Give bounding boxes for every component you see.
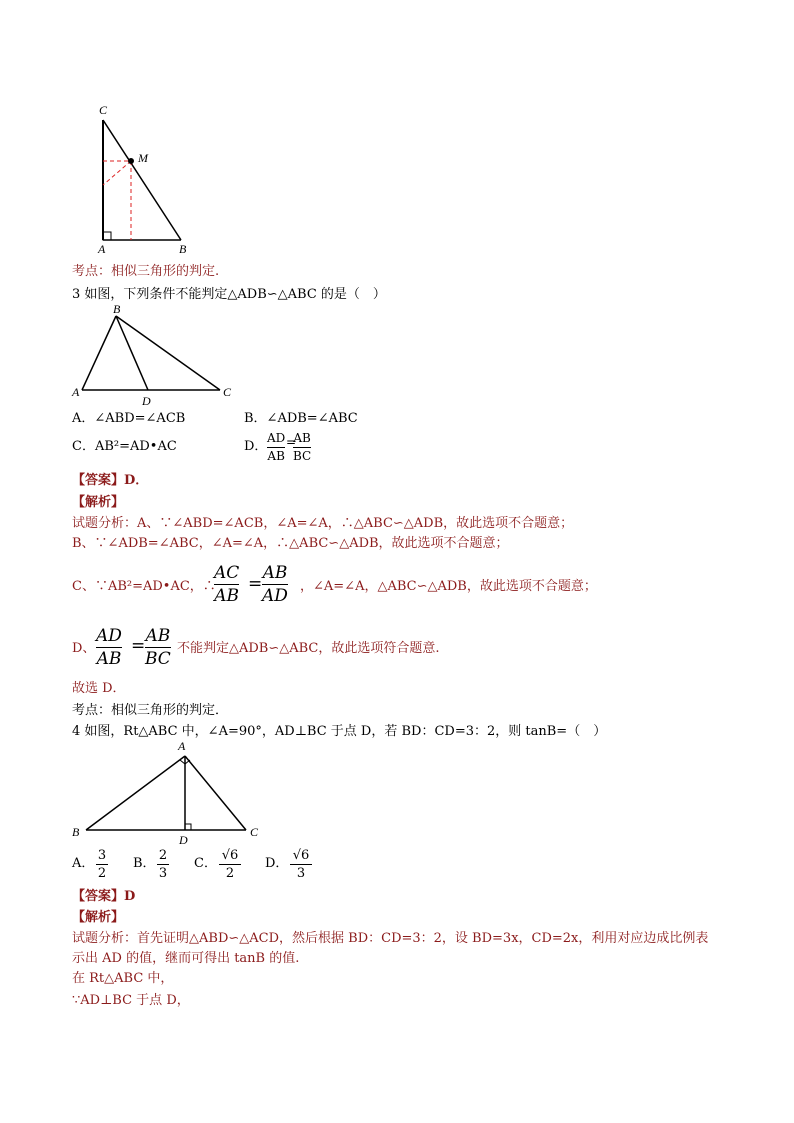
q4-option-c-frac: √6 2 bbox=[219, 848, 241, 881]
label-a: A bbox=[178, 739, 186, 753]
figure-q4-right-triangle bbox=[68, 738, 268, 846]
label-d: D bbox=[179, 833, 188, 846]
q3-option-d-frac1: AD AB bbox=[267, 431, 286, 463]
q3-analysis-line3-suffix: ，∠A=∠A，△ABC∽△ADB，故此选项不合题意； bbox=[300, 579, 597, 594]
kaodian-1: 考点：相似三角形的判定. bbox=[72, 264, 220, 279]
point-m bbox=[128, 158, 134, 164]
q3-analysis-line3-eq: = bbox=[248, 574, 263, 594]
q4-option-d-prefix: D． bbox=[265, 856, 289, 871]
q4-analysis-line2: 示出 AD 的值，继而可得出 tanB 的值. bbox=[72, 951, 300, 966]
q3-option-b: B．∠ADB=∠ABC bbox=[244, 411, 358, 426]
q3-kaodian: 考点：相似三角形的判定． bbox=[72, 703, 229, 718]
q4-analysis-line3: 在 Rt△ABC 中， bbox=[72, 971, 174, 986]
q4-option-d-frac: √6 3 bbox=[290, 848, 312, 881]
figure-right-triangle-cma bbox=[88, 100, 208, 260]
label-a: A bbox=[72, 385, 80, 399]
q4-option-c-prefix: C． bbox=[194, 856, 217, 871]
q3-analysis-line4-prefix: D、 bbox=[72, 641, 96, 656]
q4-answer: 【答案】D bbox=[72, 889, 136, 904]
q4-analysis-line1: 试题分析：首先证明△ABD∽△ACD，然后根据 BD：CD=3：2，设 BD=3x，CD=2x，利用对应边成比例表 bbox=[72, 931, 709, 946]
q4-option-b-prefix: B． bbox=[133, 856, 156, 871]
q3-analysis-line4-eq: = bbox=[131, 636, 146, 656]
q3-analysis-line2: B、∵∠ADB=∠ABC，∠A=∠A，∴△ABC∽△ADB，故此选项不合题意； bbox=[72, 536, 509, 551]
label-c: C bbox=[223, 385, 232, 399]
q4-option-a-prefix: A． bbox=[72, 856, 95, 871]
q3-option-a: A．∠ABD=∠ACB bbox=[72, 411, 186, 426]
q4-option-a-frac: 3 2 bbox=[97, 848, 107, 881]
q3-option-d-frac2: AB BC bbox=[293, 431, 312, 463]
label-b: B bbox=[72, 825, 80, 839]
q3-option-d-eq: = bbox=[286, 435, 297, 449]
q3-analysis-line3-frac1: AC AB bbox=[214, 563, 240, 606]
q3-option-c: C．AB²=AD•AC bbox=[72, 439, 177, 454]
q3-option-d-prefix: D． bbox=[244, 439, 268, 454]
q3-analysis-line1: 试题分析：A、∵∠ABD=∠ACB，∠A=∠A，∴△ABC∽△ADB，故此选项不合题意； bbox=[72, 516, 574, 531]
label-b: B bbox=[179, 242, 187, 256]
q3-analysis-line4-frac1: AD AB bbox=[96, 626, 122, 669]
label-m: M bbox=[138, 151, 148, 165]
label-c: C bbox=[99, 103, 108, 117]
q3-analysis-line3-prefix: C、∵AB²=AD•AC，∴ bbox=[72, 579, 216, 594]
label-a: A bbox=[98, 242, 106, 256]
q4-option-b-frac: 2 3 bbox=[158, 848, 168, 881]
figure-q3-triangle bbox=[68, 302, 248, 408]
q3-analysis-line3-frac2: AB AD bbox=[262, 563, 288, 606]
label-c: C bbox=[250, 825, 259, 839]
q4-analysis-line4: ∵AD⊥BC 于点 D， bbox=[72, 993, 190, 1008]
label-d: D bbox=[142, 394, 151, 408]
q3-analysis-line4-suffix: 不能判定△ADB∽△ABC，故此选项符合题意. bbox=[177, 641, 440, 656]
q3-analysis-head: 【解析】 bbox=[72, 495, 125, 510]
q4-stem: 4 如图，Rt△ABC 中，∠A=90°，AD⊥BC 于点 D，若 BD：CD=3：2，则 tanB=（ ） bbox=[72, 724, 607, 739]
q3-choose: 故选 D． bbox=[72, 681, 126, 696]
q4-analysis-head: 【解析】 bbox=[72, 910, 125, 925]
q3-analysis-line4-frac2: AB BC bbox=[145, 626, 171, 669]
label-b: B bbox=[113, 302, 121, 316]
q3-stem: 3 如图，下列条件不能判定△ADB∽△ABC 的是（ ） bbox=[72, 287, 386, 302]
q3-answer: 【答案】D． bbox=[72, 473, 149, 488]
